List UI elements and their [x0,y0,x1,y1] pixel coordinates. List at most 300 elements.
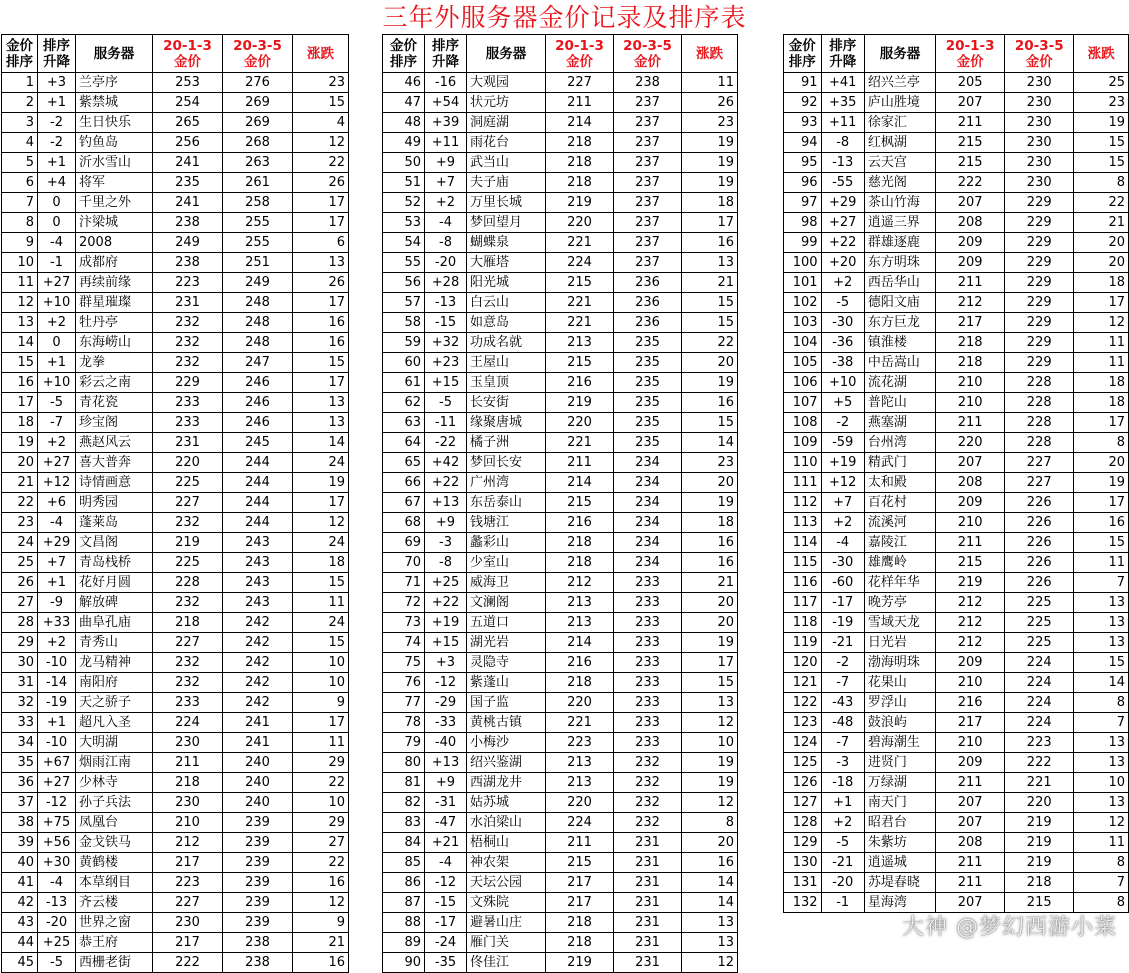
change-cell: -35 [425,953,467,973]
table-row [784,853,1129,873]
price-mar-cell: 255 [223,213,293,233]
price-jan-cell: 232 [153,673,223,693]
rise-cell: 17 [682,653,738,673]
price-jan-cell: 218 [936,333,1005,353]
rank-cell: 58 [383,313,425,333]
price-mar-cell: 237 [614,193,682,213]
price-jan-cell: 233 [153,393,223,413]
rise-cell: 22 [1074,193,1129,213]
table-row [2,693,349,713]
change-cell: -1 [821,893,864,913]
rise-cell: 12 [293,133,349,153]
price-jan-cell: 208 [936,833,1005,853]
price-mar-cell: 233 [614,653,682,673]
server-name-cell: 群星璀璨 [76,293,153,313]
server-name-cell: 凤凰台 [76,813,153,833]
price-jan-cell: 219 [546,953,614,973]
server-name-cell: 生日快乐 [76,113,153,133]
price-jan-cell: 211 [153,753,223,773]
server-name-cell: 牡丹亭 [76,313,153,333]
rank-cell: 107 [784,393,822,413]
change-cell: -55 [821,173,864,193]
price-mar-cell: 240 [223,793,293,813]
server-name-cell: 再续前缘 [76,273,153,293]
rise-cell: 17 [1074,493,1129,513]
price-jan-cell: 213 [546,593,614,613]
price-mar-cell: 235 [614,393,682,413]
change-cell: +2 [38,433,76,453]
price-jan-cell: 216 [546,373,614,393]
rank-cell: 83 [383,813,425,833]
table-row [2,433,349,453]
change-cell: +56 [38,833,76,853]
change-cell: +27 [38,273,76,293]
rise-cell: 8 [1074,173,1129,193]
server-name-cell: 明秀园 [76,493,153,513]
change-cell: +22 [425,593,467,613]
price-jan-cell: 207 [936,793,1005,813]
price-mar-cell: 244 [223,453,293,473]
rise-cell: 21 [682,273,738,293]
change-cell: +32 [425,333,467,353]
change-cell: +25 [425,573,467,593]
rise-cell: 19 [682,133,738,153]
rise-cell: 20 [1074,253,1129,273]
price-mar-cell: 228 [1005,373,1074,393]
price-mar-cell: 233 [614,713,682,733]
change-cell: +3 [38,73,76,93]
change-cell: +2 [425,193,467,213]
server-name-cell: 昭君台 [864,813,935,833]
price-table-2 [382,34,738,973]
rise-cell: 15 [293,573,349,593]
change-cell: -4 [425,213,467,233]
price-jan-cell: 221 [546,433,614,453]
price-jan-cell: 213 [546,753,614,773]
server-name-cell: 太和殿 [864,473,935,493]
server-name-cell: 如意岛 [467,313,546,333]
rank-cell: 82 [383,793,425,813]
table-row [2,553,349,573]
server-name-cell: 苏堤春晓 [864,873,935,893]
change-cell: -12 [425,673,467,693]
rise-cell: 15 [682,673,738,693]
server-name-cell: 五道口 [467,613,546,633]
price-mar-cell: 229 [1005,333,1074,353]
change-cell: 0 [38,213,76,233]
rank-cell: 91 [784,73,822,93]
rise-cell: 16 [293,953,349,973]
server-name-cell: 雪域天龙 [864,613,935,633]
server-name-cell: 梦回长安 [467,453,546,473]
rise-cell: 8 [1074,433,1129,453]
price-mar-cell: 230 [1005,173,1074,193]
price-jan-cell: 214 [546,473,614,493]
server-name-cell: 姑苏城 [467,793,546,813]
rank-cell: 131 [784,873,822,893]
change-cell: -38 [821,353,864,373]
price-mar-cell: 251 [223,253,293,273]
price-mar-cell: 225 [1005,633,1074,653]
header-date2: 20-3-5 金价 [614,35,682,73]
rise-cell: 24 [293,453,349,473]
price-mar-cell: 233 [614,573,682,593]
rank-cell: 126 [784,773,822,793]
price-mar-cell: 236 [614,313,682,333]
price-jan-cell: 218 [546,173,614,193]
rank-cell: 123 [784,713,822,733]
rank-cell: 92 [784,93,822,113]
table-row [383,793,738,813]
change-cell: -13 [38,893,76,913]
price-jan-cell: 215 [546,353,614,373]
server-name-cell: 精武门 [864,453,935,473]
rank-cell: 62 [383,393,425,413]
server-name-cell: 绍兴兰亭 [864,73,935,93]
server-name-cell: 阳光城 [467,273,546,293]
rank-cell: 31 [2,673,38,693]
rank-cell: 45 [2,953,38,973]
server-name-cell: 日光岩 [864,633,935,653]
server-name-cell: 避暑山庄 [467,913,546,933]
rise-cell: 17 [293,213,349,233]
table-row [383,753,738,773]
price-jan-cell: 215 [546,493,614,513]
header-row [2,35,349,73]
table-row [784,613,1129,633]
table-row [2,213,349,233]
rank-cell: 18 [2,413,38,433]
rise-cell: 8 [1074,853,1129,873]
price-mar-cell: 240 [223,773,293,793]
server-name-cell: 夫子庙 [467,173,546,193]
price-mar-cell: 223 [1005,733,1074,753]
price-jan-cell: 211 [546,453,614,473]
change-cell: -30 [821,553,864,573]
table-row [383,613,738,633]
change-cell: +6 [38,493,76,513]
table-row [383,73,738,93]
price-jan-cell: 214 [546,633,614,653]
rise-cell: 13 [1074,733,1129,753]
server-name-cell: 2008 [76,233,153,253]
rise-cell: 16 [293,313,349,333]
price-mar-cell: 228 [1005,413,1074,433]
table-row [383,453,738,473]
price-mar-cell: 241 [223,733,293,753]
price-jan-cell: 215 [936,133,1005,153]
change-cell: -19 [821,613,864,633]
rank-cell: 37 [2,793,38,813]
rank-cell: 66 [383,473,425,493]
price-mar-cell: 230 [1005,93,1074,113]
change-cell: +10 [38,293,76,313]
change-cell: -15 [425,313,467,333]
price-jan-cell: 219 [153,533,223,553]
rise-cell: 19 [1074,473,1129,493]
price-mar-cell: 233 [614,593,682,613]
price-jan-cell: 209 [936,253,1005,273]
server-name-cell: 大雁塔 [467,253,546,273]
server-name-cell: 成都府 [76,253,153,273]
rise-cell: 11 [1074,333,1129,353]
rise-cell: 20 [682,353,738,373]
price-mar-cell: 229 [1005,233,1074,253]
rise-cell: 19 [682,153,738,173]
rank-cell: 73 [383,613,425,633]
server-name-cell: 解放碑 [76,593,153,613]
price-jan-cell: 238 [153,213,223,233]
price-mar-cell: 219 [1005,853,1074,873]
change-cell: +1 [38,93,76,113]
rank-cell: 132 [784,893,822,913]
price-jan-cell: 210 [936,733,1005,753]
rank-cell: 13 [2,313,38,333]
table-row [383,913,738,933]
price-mar-cell: 234 [614,553,682,573]
rank-cell: 97 [784,193,822,213]
rise-cell: 17 [1074,293,1129,313]
price-mar-cell: 234 [614,453,682,473]
rank-cell: 12 [2,293,38,313]
price-mar-cell: 228 [1005,393,1074,413]
price-jan-cell: 215 [546,273,614,293]
table-row [784,673,1129,693]
price-jan-cell: 233 [153,693,223,713]
server-name-cell: 蠡彩山 [467,533,546,553]
change-cell: -30 [821,313,864,333]
table-row [2,793,349,813]
server-name-cell: 逍遥三界 [864,213,935,233]
rank-cell: 114 [784,533,822,553]
server-name-cell: 朱紫坊 [864,833,935,853]
header-date2: 20-3-5 金价 [223,35,293,73]
change-cell: +67 [38,753,76,773]
change-cell: +9 [425,513,467,533]
change-cell: -4 [38,233,76,253]
rank-cell: 9 [2,233,38,253]
price-mar-cell: 219 [1005,813,1074,833]
price-jan-cell: 210 [153,813,223,833]
server-name-cell: 雁门关 [467,933,546,953]
rise-cell: 12 [293,513,349,533]
price-jan-cell: 232 [153,513,223,533]
table-row [383,413,738,433]
server-name-cell: 千里之外 [76,193,153,213]
server-name-cell: 王屋山 [467,353,546,373]
rank-cell: 23 [2,513,38,533]
server-name-cell: 蓬莱岛 [76,513,153,533]
price-jan-cell: 211 [546,833,614,853]
price-jan-cell: 238 [153,253,223,273]
rank-cell: 103 [784,313,822,333]
price-jan-cell: 218 [546,553,614,573]
rise-cell: 9 [293,693,349,713]
rank-cell: 120 [784,653,822,673]
rise-cell: 15 [1074,533,1129,553]
price-jan-cell: 210 [936,513,1005,533]
rise-cell: 16 [682,553,738,573]
rise-cell: 11 [1074,553,1129,573]
server-name-cell: 万绿湖 [864,773,935,793]
price-jan-cell: 211 [936,413,1005,433]
rise-cell: 14 [1074,673,1129,693]
rise-cell: 10 [293,673,349,693]
price-mar-cell: 224 [1005,693,1074,713]
price-mar-cell: 244 [223,493,293,513]
price-mar-cell: 231 [614,873,682,893]
price-jan-cell: 241 [153,193,223,213]
change-cell: -11 [425,413,467,433]
table-row [2,73,349,93]
server-name-cell: 镇淮楼 [864,333,935,353]
change-cell: +75 [38,813,76,833]
price-mar-cell: 235 [614,413,682,433]
change-cell: +19 [821,453,864,473]
table-row [383,393,738,413]
rank-cell: 14 [2,333,38,353]
change-cell: -16 [425,73,467,93]
rise-cell: 21 [293,933,349,953]
price-mar-cell: 239 [223,833,293,853]
change-cell: -47 [425,813,467,833]
price-jan-cell: 217 [936,713,1005,733]
price-mar-cell: 227 [1005,453,1074,473]
server-name-cell: 东方巨龙 [864,313,935,333]
price-jan-cell: 218 [153,773,223,793]
table-row [383,933,738,953]
price-mar-cell: 235 [614,333,682,353]
rank-cell: 127 [784,793,822,813]
rise-cell: 13 [682,933,738,953]
rise-cell: 29 [293,813,349,833]
server-name-cell: 沂水雪山 [76,153,153,173]
table-row [784,293,1129,313]
rise-cell: 13 [293,413,349,433]
header-date1: 20-1-3 金价 [546,35,614,73]
change-cell: +11 [425,133,467,153]
rise-cell: 27 [293,833,349,853]
server-name-cell: 白云山 [467,293,546,313]
rise-cell: 26 [293,273,349,293]
server-name-cell: 黄鹤楼 [76,853,153,873]
table-row [784,393,1129,413]
change-cell: -4 [425,853,467,873]
price-mar-cell: 237 [614,133,682,153]
server-name-cell: 燕塞湖 [864,413,935,433]
change-cell: -5 [38,393,76,413]
rise-cell: 19 [682,373,738,393]
price-jan-cell: 227 [153,633,223,653]
price-mar-cell: 233 [614,733,682,753]
price-jan-cell: 256 [153,133,223,153]
price-mar-cell: 231 [614,953,682,973]
rank-cell: 17 [2,393,38,413]
server-name-cell: 恭王府 [76,933,153,953]
price-jan-cell: 210 [936,673,1005,693]
change-cell: -4 [38,513,76,533]
table-row [383,893,738,913]
change-cell: -21 [821,853,864,873]
price-mar-cell: 226 [1005,533,1074,553]
rise-cell: 14 [293,433,349,453]
server-name-cell: 大观园 [467,73,546,93]
rise-cell: 11 [1074,353,1129,373]
server-name-cell: 西湖龙井 [467,773,546,793]
table-row [2,953,349,973]
table-row [2,573,349,593]
price-jan-cell: 216 [546,653,614,673]
price-mar-cell: 235 [614,373,682,393]
price-jan-cell: 227 [153,493,223,513]
rank-cell: 125 [784,753,822,773]
rise-cell: 19 [293,473,349,493]
rise-cell: 17 [682,213,738,233]
price-jan-cell: 211 [936,773,1005,793]
change-cell: 0 [38,193,76,213]
rank-cell: 3 [2,113,38,133]
price-jan-cell: 218 [546,673,614,693]
server-name-cell: 台州湾 [864,433,935,453]
rise-cell: 7 [1074,573,1129,593]
table-row [784,253,1129,273]
rank-cell: 33 [2,713,38,733]
price-jan-cell: 215 [546,853,614,873]
price-jan-cell: 211 [936,853,1005,873]
change-cell: -10 [38,653,76,673]
server-name-cell: 黄桃古镇 [467,713,546,733]
server-name-cell: 长安街 [467,393,546,413]
rank-cell: 116 [784,573,822,593]
rank-cell: 99 [784,233,822,253]
server-name-cell: 紫禁城 [76,93,153,113]
price-mar-cell: 231 [614,833,682,853]
change-cell: -17 [821,593,864,613]
rank-cell: 68 [383,513,425,533]
price-jan-cell: 222 [936,173,1005,193]
price-mar-cell: 231 [614,893,682,913]
price-mar-cell: 229 [1005,193,1074,213]
server-name-cell: 中岳嵩山 [864,353,935,373]
price-mar-cell: 238 [223,953,293,973]
rise-cell: 23 [293,73,349,93]
price-jan-cell: 221 [546,713,614,733]
price-mar-cell: 230 [1005,133,1074,153]
rise-cell: 26 [682,93,738,113]
price-mar-cell: 230 [1005,73,1074,93]
server-name-cell: 佟佳江 [467,953,546,973]
rise-cell: 21 [1074,213,1129,233]
price-jan-cell: 207 [936,813,1005,833]
rank-cell: 93 [784,113,822,133]
rank-cell: 26 [2,573,38,593]
table-row [2,233,349,253]
server-name-cell: 烟雨江南 [76,753,153,773]
price-mar-cell: 232 [614,753,682,773]
rank-cell: 34 [2,733,38,753]
rise-cell: 12 [293,893,349,913]
server-name-cell: 广州湾 [467,473,546,493]
change-cell: +3 [425,653,467,673]
rise-cell: 17 [293,373,349,393]
rank-cell: 4 [2,133,38,153]
server-name-cell: 玉皇顶 [467,373,546,393]
price-mar-cell: 247 [223,353,293,373]
price-mar-cell: 227 [1005,473,1074,493]
price-mar-cell: 258 [223,193,293,213]
table-row [383,873,738,893]
rise-cell: 19 [682,173,738,193]
